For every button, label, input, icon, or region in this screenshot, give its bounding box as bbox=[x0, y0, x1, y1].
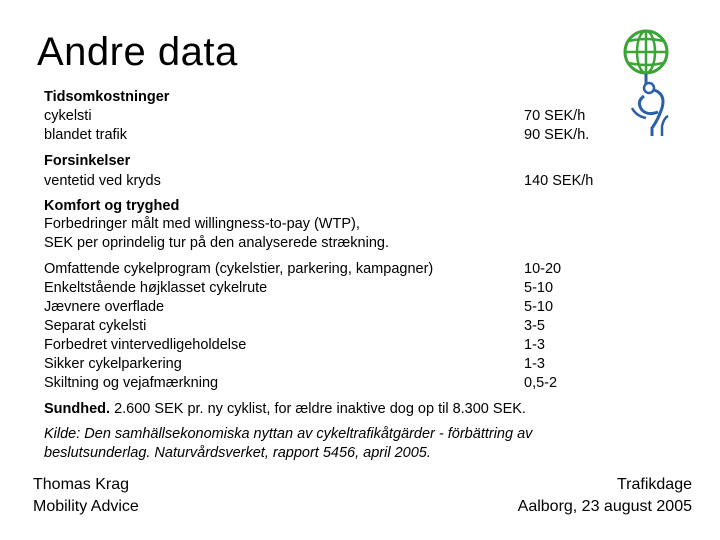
comfort-item-label: Enkeltstående højklasset cykelrute bbox=[44, 280, 268, 296]
comfort-item-value: 1-3 bbox=[524, 337, 545, 353]
time-costs-value-mixed: 90 SEK/h. bbox=[524, 127, 590, 143]
time-costs-label-bikepath: cykelsti bbox=[44, 108, 92, 124]
comfort-item-label: Separat cykelsti bbox=[44, 318, 147, 334]
page-title: Andre data bbox=[37, 30, 238, 74]
delays-heading: Forsinkelser bbox=[44, 153, 131, 169]
comfort-item-value: 0,5-2 bbox=[524, 375, 558, 391]
footer-company: Mobility Advice bbox=[33, 498, 139, 515]
comfort-description-1: Forbedringer målt med willingness-to-pay (WTP), bbox=[44, 216, 360, 232]
comfort-item-label: Omfattende cykelprogram (cykelstier, parkering, kampagner) bbox=[44, 261, 434, 277]
comfort-item-label: Skiltning og vejafmærkning bbox=[44, 375, 219, 391]
time-costs-value-bikepath: 70 SEK/h bbox=[524, 108, 586, 124]
comfort-heading: Komfort og tryghed bbox=[44, 198, 180, 214]
time-costs-heading: Tidsomkostninger bbox=[44, 89, 170, 105]
comfort-item-label: Sikker cykelparkering bbox=[44, 356, 182, 372]
footer-author: Thomas Krag bbox=[33, 476, 130, 493]
footer-event: Trafikdage bbox=[617, 476, 692, 493]
globe-figure-logo-icon bbox=[622, 28, 684, 140]
delays-value: 140 SEK/h bbox=[524, 173, 594, 189]
comfort-item-value: 3-5 bbox=[524, 318, 545, 334]
comfort-description-2: SEK per oprindelig tur på den analyserede strækning. bbox=[44, 235, 389, 251]
footer-place-date: Aalborg, 23 august 2005 bbox=[517, 498, 692, 515]
comfort-item-value: 10-20 bbox=[524, 261, 562, 277]
source-line-1: Kilde: Den samhällsekonomiska nyttan av cykeltrafikåtgärder - förbättring av bbox=[44, 426, 533, 442]
comfort-item-label: Forbedret vintervedligeholdelse bbox=[44, 337, 247, 353]
comfort-item-label: Jævnere overflade bbox=[44, 299, 165, 315]
time-costs-label-mixed: blandet trafik bbox=[44, 127, 128, 143]
delays-label: ventetid ved kryds bbox=[44, 173, 161, 189]
comfort-item-value: 5-10 bbox=[524, 299, 554, 315]
health-text: 2.600 SEK pr. ny cyklist, for ældre inaktive dog op til 8.300 SEK. bbox=[110, 401, 526, 417]
health-line bbox=[44, 400, 526, 419]
comfort-item-value: 5-10 bbox=[524, 280, 554, 296]
health-heading: Sundhed. bbox=[44, 401, 111, 417]
source-line-2: beslutsunderlag. Naturvårdsverket, rapport 5456, april 2005. bbox=[44, 445, 431, 461]
comfort-item-value: 1-3 bbox=[524, 356, 545, 372]
